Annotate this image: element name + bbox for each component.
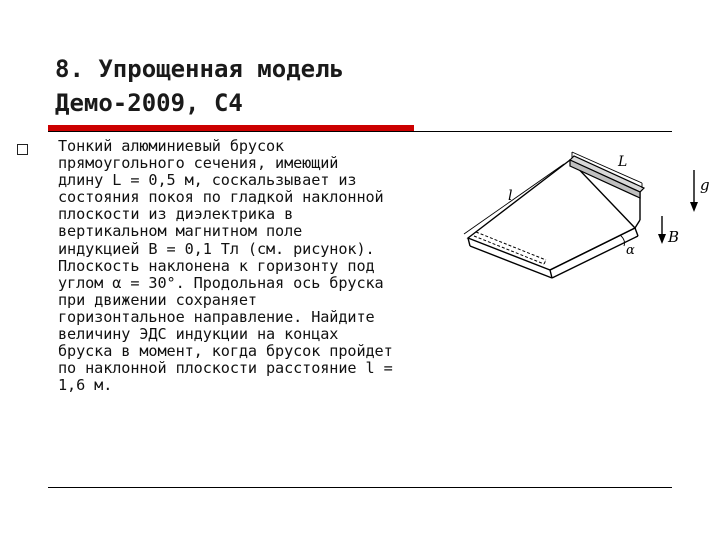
bullet-square-icon <box>17 144 28 155</box>
problem-line: состояния покоя по гладкой наклонной <box>58 188 384 207</box>
problem-line: при движении сохраняет <box>58 290 257 309</box>
problem-text <box>58 138 458 394</box>
title-line-1: 8. Упрощенная модель <box>55 55 344 83</box>
problem-line: бруска в момент, когда брусок пройдет <box>58 342 393 361</box>
problem-line: углом α = 30°. Продольная ось бруска <box>58 273 384 292</box>
label-l: l <box>508 188 513 204</box>
slide-title <box>55 52 344 120</box>
problem-line: длину L = 0,5 м, соскальзывает из <box>58 171 357 190</box>
problem-line: индукцией B = 0,1 Тл (см. рисунок). <box>58 239 375 258</box>
problem-line: по наклонной плоскости расстояние l = <box>58 359 393 378</box>
gravity-arrow-head <box>690 202 698 212</box>
footer-rule <box>48 487 672 488</box>
problem-line: прямоугольного сечения, имеющий <box>58 154 339 173</box>
problem-line: величину ЭДС индукции на концах <box>58 325 339 344</box>
title-underline-rule <box>48 131 672 132</box>
label-g: g <box>700 176 710 194</box>
label-alpha: α <box>626 243 635 258</box>
title-line-2: Демо-2009, С4 <box>55 89 243 117</box>
inclined-plane-figure <box>460 150 690 280</box>
magnetic-field-arrow-icon <box>658 216 666 244</box>
gravity-vector <box>688 168 716 218</box>
problem-line: Тонкий алюминиевый брусок <box>58 137 285 155</box>
problem-line: Плоскость наклонена к горизонту под <box>58 256 375 275</box>
label-L: L <box>618 154 628 170</box>
problem-line: горизонтальное направление. Найдите <box>58 307 375 326</box>
problem-line: 1,6 м. <box>58 376 113 395</box>
problem-line: плоскости из диэлектрика в <box>58 205 294 224</box>
problem-line: вертикальном магнитном поле <box>58 222 303 241</box>
label-B: B <box>668 228 680 246</box>
